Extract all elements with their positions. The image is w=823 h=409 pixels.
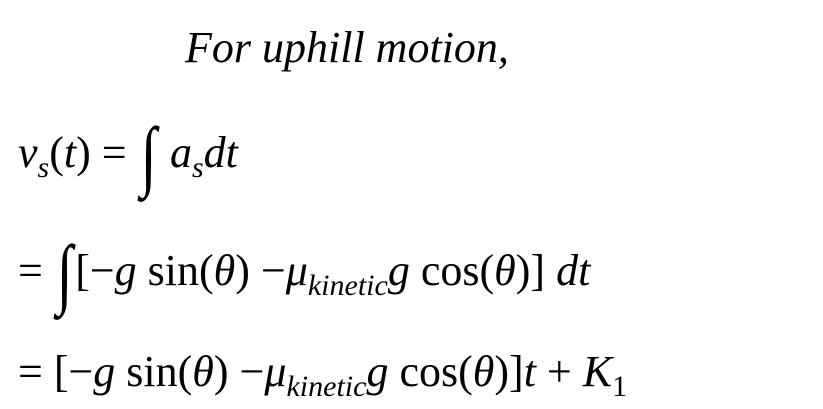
velocity-symbol: v [18,128,38,177]
close-bracket: )] [494,347,524,396]
theta-symbol: θ [213,246,236,295]
result-equation [18,347,628,403]
integral-expansion-equation [18,229,591,316]
close-paren-minus: ) − [235,246,286,295]
gravity-symbol: g [93,347,116,396]
close-paren-minus: ) − [213,347,265,396]
gravity-symbol: g [114,246,137,295]
velocity-subscript: s [37,151,50,184]
differential-dt: dt [556,246,591,295]
constant-symbol: K [582,347,613,396]
mu-symbol: μ [285,246,308,295]
cosine-function: cos( [420,246,495,295]
sine-function: sin( [147,246,214,295]
mu-symbol: μ [264,347,287,396]
close-paren-equals: ) = [76,128,127,177]
acceleration-symbol: a [169,128,192,177]
mu-subscript: kinetic [307,269,388,302]
constant-subscript: 1 [612,370,628,403]
cosine-function: cos( [399,347,473,396]
open-paren: ( [49,128,64,177]
velocity-equation [18,111,238,198]
equals-sign: = [18,246,43,295]
integral-sign: ∫ [56,229,73,316]
integral-sign: ∫ [140,111,157,198]
differential-dt: dt [203,128,238,177]
acceleration-subscript: s [191,151,204,184]
theta-symbol: θ [494,246,516,295]
sine-function: sin( [126,347,193,396]
time-symbol: t [63,128,77,177]
theta-symbol: θ [472,347,495,396]
plus-sign: + [546,347,572,396]
equals-sign: = [18,347,43,396]
gravity-symbol: g [366,347,389,396]
open-bracket-minus: [− [75,246,115,295]
mu-subscript: kinetic [286,370,367,403]
close-bracket: )] [515,246,546,295]
gravity-symbol: g [387,246,410,295]
theta-symbol: θ [192,347,214,396]
heading-text: For uphill motion, [185,23,509,72]
time-symbol: t [523,347,536,396]
open-bracket-minus: [− [53,347,94,396]
